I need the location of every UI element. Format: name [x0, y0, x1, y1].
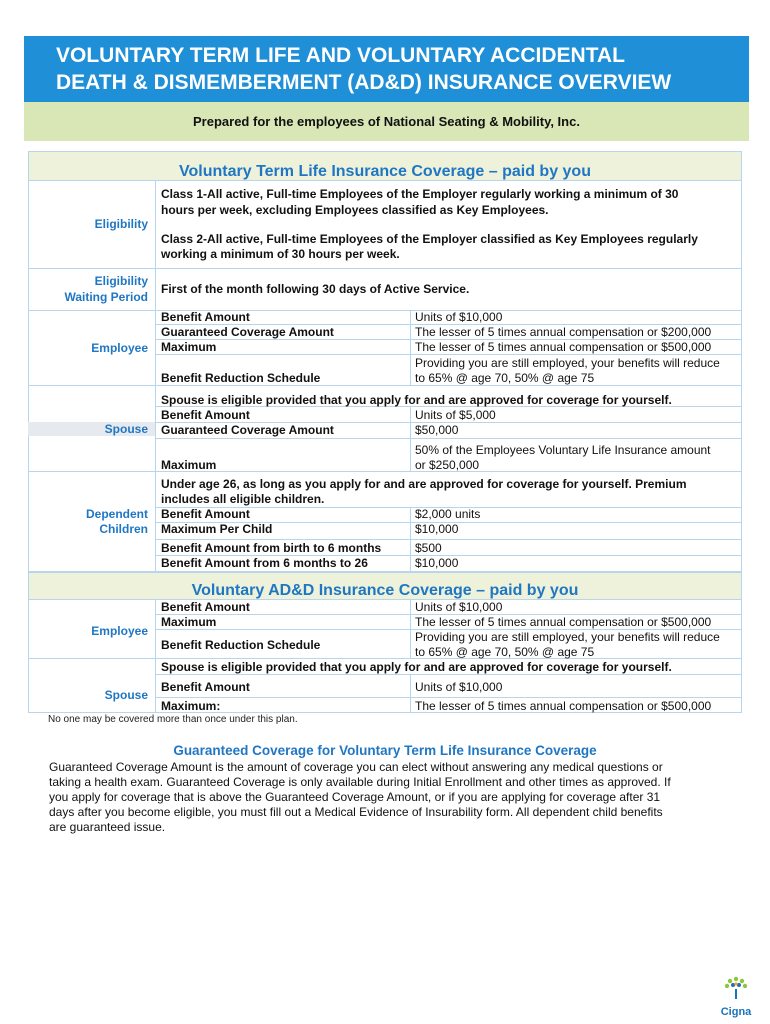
add-reduction-value-2: to 65% @ age 70, 50% @ age 75 [415, 645, 595, 659]
row-divider [28, 268, 742, 269]
spouse-maximum-value-2: or $250,000 [415, 458, 480, 472]
birth-benefit-label: Benefit Amount from birth to 6 months [161, 541, 382, 555]
spouse-intro: Spouse is eligible provided that you apply for and are approved for coverage for yourself. [161, 393, 672, 407]
tree-icon [723, 975, 749, 1001]
add-heading: Voluntary AD&D Insurance Coverage – paid by you [28, 572, 742, 600]
children-label-1: Dependent [85, 507, 148, 521]
max-per-child-label: Maximum Per Child [161, 522, 273, 536]
reduction-value-1: Providing you are still employed, your benefits will reduce [415, 356, 720, 370]
spouse-guaranteed-value: $50,000 [415, 423, 459, 437]
logo-wordmark: Cigna [720, 1006, 752, 1018]
add-spouse-benefit-value: Units of $10,000 [415, 680, 503, 694]
guaranteed-label: Guaranteed Coverage Amount [161, 325, 334, 339]
paragraph-line: are guaranteed issue. [49, 820, 166, 834]
paragraph-line: taking a health exam. Guaranteed Coverage is only available during Initial Enrollment and other times as approved. If [49, 775, 671, 789]
row-divider [28, 471, 742, 472]
guaranteed-coverage-title: Guaranteed Coverage for Voluntary Term Life Insurance Coverage [173, 743, 597, 758]
class2-line-2: working a minimum of 30 hours per week. [161, 247, 400, 261]
waiting-period-label-2: Waiting Period [64, 290, 148, 304]
six-months-value: $10,000 [415, 556, 459, 570]
guaranteed-value: The lesser of 5 times annual compensation or $200,000 [415, 325, 712, 339]
prepared-for-banner: Prepared for the employees of National Seating & Mobility, Inc. [24, 102, 749, 141]
title-line-1: VOLUNTARY TERM LIFE AND VOLUNTARY ACCIDENTAL [56, 44, 625, 67]
document-title [24, 36, 749, 102]
guaranteed-coverage-paragraph [49, 760, 739, 835]
coverage-note: No one may be covered more than once under this plan. [48, 714, 298, 725]
row-divider [28, 310, 742, 311]
add-spouse-label: Spouse [104, 688, 148, 702]
cigna-logo [714, 975, 758, 1018]
add-spouse-maximum-label: Maximum: [161, 699, 221, 713]
spouse-label: Spouse [104, 422, 148, 436]
label-column-divider [155, 181, 156, 572]
spouse-maximum-label: Maximum [161, 458, 217, 472]
add-reduction-label: Benefit Reduction Schedule [161, 638, 321, 652]
value-divider-add-spouse [410, 674, 411, 713]
children-benefit-label: Benefit Amount [161, 507, 250, 521]
spouse-benefit-label: Benefit Amount [161, 408, 250, 422]
cell-divider [155, 438, 742, 439]
add-employee-label: Employee [91, 624, 148, 638]
benefit-amount-value: Units of $10,000 [415, 310, 503, 324]
maximum-value: The lesser of 5 times annual compensation or $500,000 [415, 340, 712, 354]
children-benefit-value: $2,000 units [415, 507, 481, 521]
waiting-period-label-1: Eligibility [94, 274, 148, 288]
cell-divider [155, 539, 742, 540]
add-benefit-value: Units of $10,000 [415, 600, 503, 614]
add-spouse-benefit-label: Benefit Amount [161, 680, 250, 694]
eligibility-label: Eligibility [94, 217, 148, 231]
employee-label: Employee [91, 341, 148, 355]
add-benefit-label: Benefit Amount [161, 600, 250, 614]
class2-line-1: Class 2-All active, Full-time Employees of the Employer classified as Key Employees regularly [161, 232, 698, 246]
reduction-label: Benefit Reduction Schedule [161, 371, 321, 385]
add-spouse-maximum-value: The lesser of 5 times annual compensation or $500,000 [415, 699, 712, 713]
reduction-value-2: to 65% @ age 70, 50% @ age 75 [415, 371, 595, 385]
max-per-child-value: $10,000 [415, 522, 459, 536]
title-line-2: DEATH & DISMEMBERMENT (AD&D) INSURANCE OVERVIEW [56, 71, 672, 94]
add-spouse-intro: Spouse is eligible provided that you apply for and are approved for coverage for yourself. [161, 660, 672, 674]
spouse-maximum-value-1: 50% of the Employees Voluntary Life Insurance amount [415, 443, 711, 457]
class1-line-1: Class 1-All active, Full-time Employees of the Employer regularly working a minimum of 30 [161, 187, 679, 201]
class1-line-2: hours per week, excluding Employees classified as Key Employees. [161, 203, 549, 217]
value-divider-employee [410, 310, 411, 385]
add-reduction-value-1: Providing you are still employed, your benefits will reduce [415, 630, 720, 644]
six-months-label: Benefit Amount from 6 months to 26 [161, 556, 368, 570]
spouse-benefit-value: Units of $5,000 [415, 408, 496, 422]
benefit-amount-label: Benefit Amount [161, 310, 250, 324]
term-life-heading: Voluntary Term Life Insurance Coverage – paid by you [28, 151, 742, 181]
paragraph-line: Guaranteed Coverage Amount is the amount of coverage you can elect without answering any medical questions or [49, 760, 663, 774]
paragraph-line: days after you become eligible, you must fill out a Medical Evidence of Insurability form. All dependent child benefits [49, 805, 663, 819]
row-divider [28, 385, 742, 386]
maximum-label: Maximum [161, 340, 217, 354]
cell-divider [155, 697, 742, 698]
row-divider [28, 658, 742, 659]
birth-benefit-value: $500 [415, 541, 442, 555]
waiting-period-value: First of the month following 30 days of Active Service. [161, 282, 470, 296]
add-maximum-value: The lesser of 5 times annual compensation or $500,000 [415, 615, 712, 629]
children-intro-1: Under age 26, as long as you apply for and are approved for coverage for yourself. Premium [161, 477, 687, 491]
paragraph-line: you apply for coverage that is above the Guaranteed Coverage Amount, or if you are applying for coverage after 31 [49, 790, 661, 804]
children-intro-2: includes all eligible children. [161, 492, 325, 506]
spouse-guaranteed-label: Guaranteed Coverage Amount [161, 423, 334, 437]
add-maximum-label: Maximum [161, 615, 217, 629]
children-label-2: Children [99, 522, 148, 536]
